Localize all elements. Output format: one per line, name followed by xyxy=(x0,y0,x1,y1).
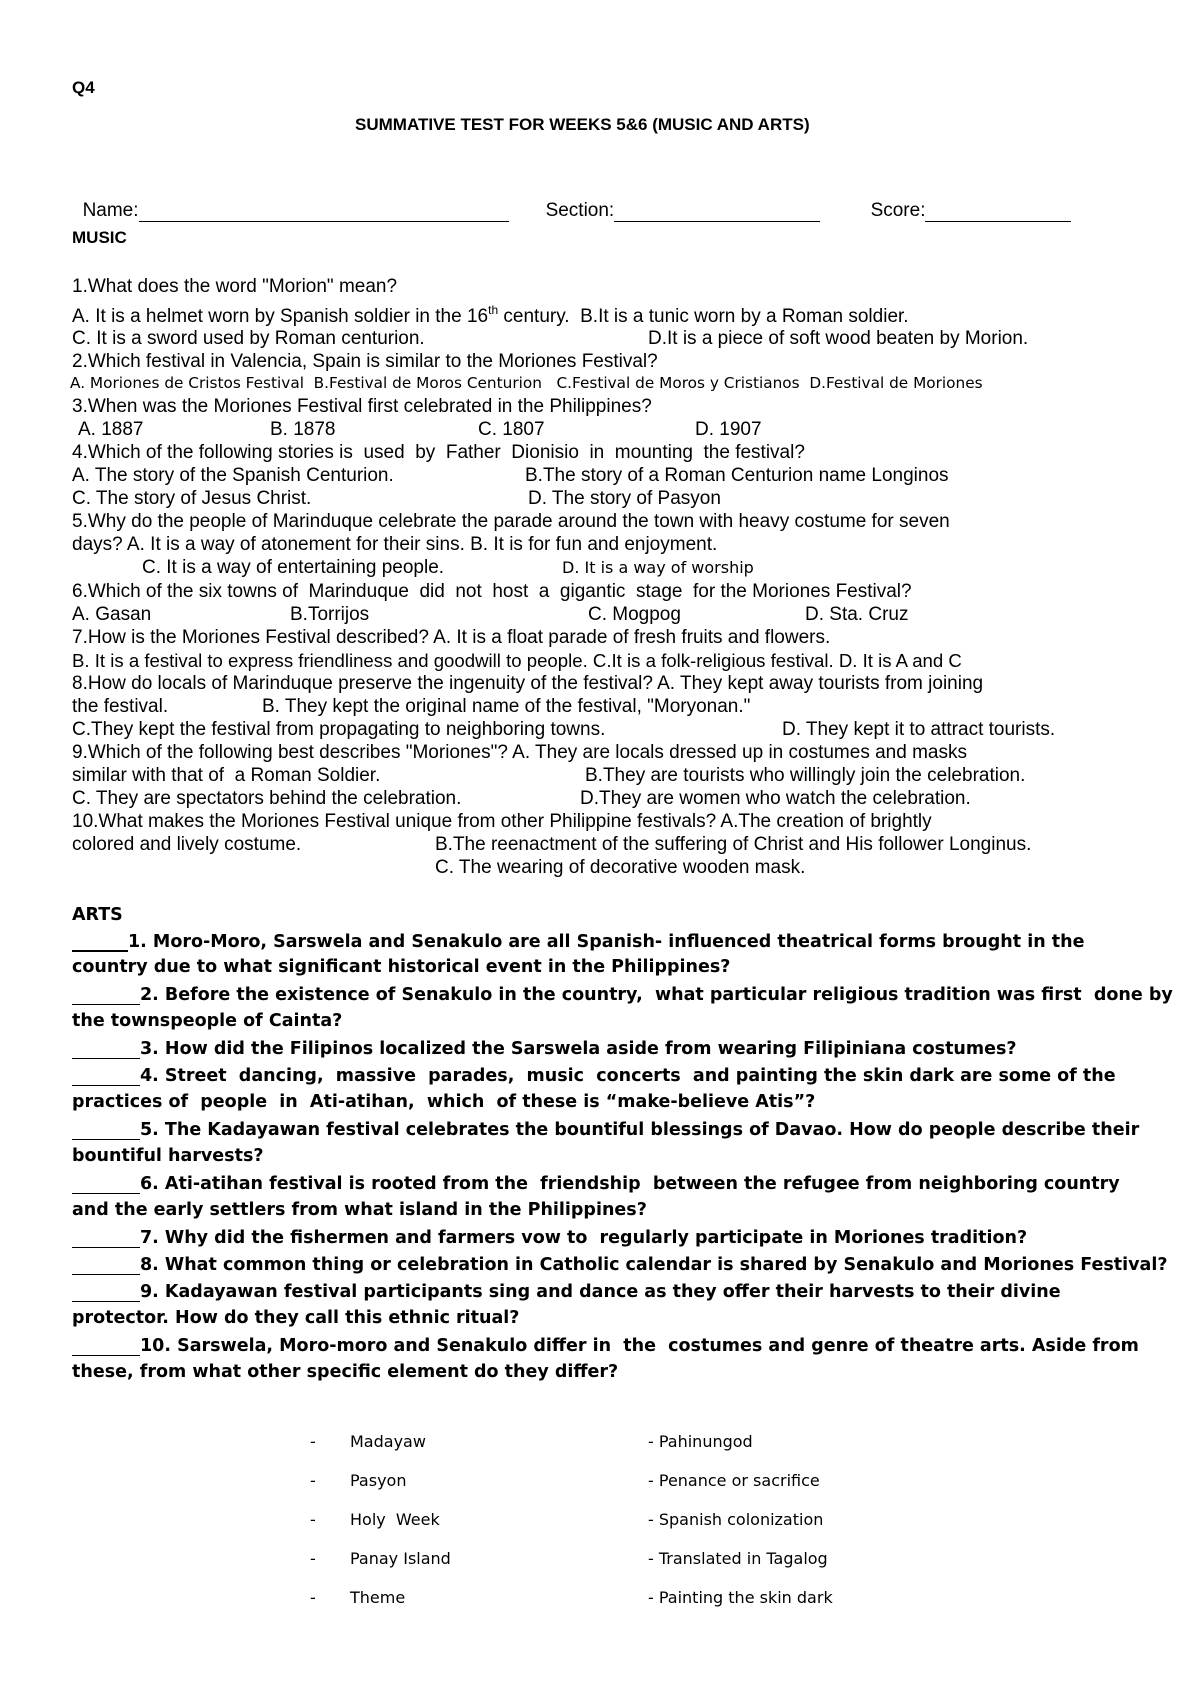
music-q4-option-d: D. The story of Pasyon xyxy=(528,488,721,509)
music-q8-option-b: B. They kept the original name of the festival, "Moryonan." xyxy=(262,696,751,717)
music-q3-option-b: B. 1878 xyxy=(270,419,336,440)
score-field[interactable] xyxy=(860,178,1071,222)
music-q9-option-c: C. They are spectators behind the celebration. xyxy=(72,788,462,809)
answer-blank[interactable] xyxy=(72,1335,140,1356)
arts-q5: 5. The Kadayawan festival celebrates the bountiful blessings of Davao. How do people describe their xyxy=(72,1119,1139,1140)
arts-heading: ARTS xyxy=(72,905,123,925)
arts-q5-cont: bountiful harvests? xyxy=(72,1146,264,1166)
score-blank[interactable] xyxy=(925,203,1071,222)
choice-bullet: - xyxy=(310,1432,316,1451)
choice-bullet: - xyxy=(310,1549,316,1568)
choice-left-1: Madayaw xyxy=(350,1432,426,1451)
arts-q2: 2. Before the existence of Senakulo in the country, what particular religious tradition was first done by xyxy=(72,984,1173,1005)
answer-blank[interactable] xyxy=(72,1254,140,1275)
music-q6-option-a: A. Gasan xyxy=(72,604,152,625)
arts-q6: 6. Ati-atihan festival is rooted from the friendship between the refugee from neighboring country xyxy=(72,1173,1120,1194)
arts-q1: 1. Moro-Moro, Sarswela and Senakulo are all Spanish- influenced theatrical forms brought in the xyxy=(72,930,1084,952)
music-q3-option-d: D. 1907 xyxy=(695,419,762,440)
choice-right-4: - Translated in Tagalog xyxy=(648,1549,828,1568)
music-q6-option-b: B.Torrijos xyxy=(290,604,370,625)
answer-blank[interactable] xyxy=(72,1119,140,1140)
arts-q9: 9. Kadayawan festival participants sing and dance as they offer their harvests to their divine xyxy=(72,1281,1061,1302)
answer-blank[interactable] xyxy=(72,1281,140,1302)
music-q8-option-d: D. They kept it to attract tourists. xyxy=(782,719,1056,740)
section-field[interactable] xyxy=(535,178,820,222)
music-q6-option-d: D. Sta. Cruz xyxy=(805,604,909,625)
music-q8: 8.How do locals of Marinduque preserve the ingenuity of the festival? A. They kept away tourists from joining xyxy=(72,673,984,694)
music-q1-option-c: C. It is a sword used by Roman centurion. xyxy=(72,328,425,349)
choice-left-4: Panay Island xyxy=(350,1549,451,1568)
music-q5-options-ab: days? A. It is a way of atonement for their sins. B. It is for fun and enjoyment. xyxy=(72,534,718,555)
music-q9-option-d: D.They are women who watch the celebration. xyxy=(580,788,971,809)
music-q6-option-c: C. Mogpog xyxy=(588,604,681,625)
music-q2-options: A. Moriones de Cristos Festival B.Festival de Moros Centurion C.Festival de Moros y Cristianos D.Festival de Moriones xyxy=(70,374,983,392)
name-field[interactable] xyxy=(72,178,509,222)
choice-left-2: Pasyon xyxy=(350,1471,407,1490)
music-q1-options-ab: A. It is a helmet worn by Spanish soldier in the 16th century. B.It is a tunic worn by a Roman soldier. xyxy=(72,303,909,327)
arts-q8: 8. What common thing or celebration in Catholic calendar is shared by Senakulo and Moriones Festival? xyxy=(72,1254,1167,1275)
answer-blank[interactable] xyxy=(72,1173,140,1194)
music-q10: 10.What makes the Moriones Festival unique from other Philippine festivals? A.The creation of brightly xyxy=(72,811,932,832)
music-q5: 5.Why do the people of Marinduque celebrate the parade around the town with heavy costume for seven xyxy=(72,511,950,532)
music-q10-option-b: B.The reenactment of the suffering of Christ and His follower Longinus. xyxy=(435,834,1032,855)
choice-right-3: - Spanish colonization xyxy=(648,1510,824,1529)
music-q4: 4.Which of the following stories is used by Father Dionisio in mounting the festival? xyxy=(72,442,805,463)
choice-bullet: - xyxy=(310,1588,316,1607)
arts-q9-cont: protector. How do they call this ethnic ritual? xyxy=(72,1308,520,1328)
music-q7: 7.How is the Moriones Festival described? A. It is a float parade of fresh fruits and flowers. xyxy=(72,627,831,648)
music-q4-option-b: B.The story of a Roman Centurion name Longinos xyxy=(525,465,949,486)
music-q8-option-a-cont: the festival. xyxy=(72,696,169,717)
quarter-label: Q4 xyxy=(72,78,95,97)
answer-blank[interactable] xyxy=(72,984,140,1005)
arts-q3: 3. How did the Filipinos localized the Sarswela aside from wearing Filipiniana costumes? xyxy=(72,1038,1017,1059)
arts-q2-cont: the townspeople of Cainta? xyxy=(72,1011,343,1031)
arts-q7: 7. Why did the fishermen and farmers vow to regularly participate in Moriones tradition? xyxy=(72,1227,1027,1248)
music-q6: 6.Which of the six towns of Marinduque did not host a gigantic stage for the Moriones Festival? xyxy=(72,581,912,602)
music-q4-option-a: A. The story of the Spanish Centurion. xyxy=(72,465,394,486)
answer-blank[interactable] xyxy=(72,930,128,952)
name-blank[interactable] xyxy=(139,203,509,222)
answer-blank[interactable] xyxy=(72,1065,140,1086)
page-title: SUMMATIVE TEST FOR WEEKS 5&6 (MUSIC AND ARTS) xyxy=(355,115,810,134)
section-blank[interactable] xyxy=(614,203,820,222)
arts-q4: 4. Street dancing, massive parades, music concerts and painting the skin dark are some of the xyxy=(72,1065,1116,1086)
arts-q1-cont: country due to what significant historical event in the Philippines? xyxy=(72,957,731,977)
music-heading: MUSIC xyxy=(72,228,127,247)
music-q10-option-a-cont: colored and lively costume. xyxy=(72,834,302,855)
choice-right-5: - Painting the skin dark xyxy=(648,1588,833,1607)
choice-left-3: Holy Week xyxy=(350,1510,440,1529)
score-label: Score: xyxy=(870,200,926,221)
music-q1: 1.What does the word "Morion" mean? xyxy=(72,276,398,297)
music-q10-option-c: C. The wearing of decorative wooden mask. xyxy=(435,857,806,878)
arts-q6-cont: and the early settlers from what island in the Philippines? xyxy=(72,1200,647,1220)
music-q3-option-a: A. 1887 xyxy=(78,419,144,440)
music-q3: 3.When was the Moriones Festival first celebrated in the Philippines? xyxy=(72,396,652,417)
section-label: Section: xyxy=(545,200,615,221)
music-q1-option-d: D.It is a piece of soft wood beaten by Morion. xyxy=(648,328,1029,349)
music-q9: 9.Which of the following best describes "Moriones"? A. They are locals dressed up in costumes and masks xyxy=(72,742,967,763)
choice-bullet: - xyxy=(310,1510,316,1529)
arts-q10: 10. Sarswela, Moro-moro and Senakulo differ in the costumes and genre of theatre arts. Aside from xyxy=(72,1335,1139,1356)
music-q4-option-c: C. The story of Jesus Christ. xyxy=(72,488,312,509)
name-label: Name: xyxy=(82,200,139,221)
arts-q10-cont: these, from what other specific element do they differ? xyxy=(72,1362,619,1382)
music-q8-option-c: C.They kept the festival from propagating to neighboring towns. xyxy=(72,719,606,740)
music-q2: 2.Which festival in Valencia, Spain is similar to the Moriones Festival? xyxy=(72,351,658,372)
music-q5-option-d: D. It is a way of worship xyxy=(562,558,754,577)
choice-right-2: - Penance or sacrifice xyxy=(648,1471,820,1490)
arts-q4-cont: practices of people in Ati-atihan, which of these is “make-believe Atis”? xyxy=(72,1092,816,1112)
music-q3-option-c: C. 1807 xyxy=(478,419,545,440)
answer-blank[interactable] xyxy=(72,1227,140,1248)
answer-blank[interactable] xyxy=(72,1038,140,1059)
choice-right-1: - Pahinungod xyxy=(648,1432,753,1451)
music-q9-option-a-cont: similar with that of a Roman Soldier. xyxy=(72,765,381,786)
choice-left-5: Theme xyxy=(350,1588,406,1607)
choice-bullet: - xyxy=(310,1471,316,1490)
music-q5-option-c: C. It is a way of entertaining people. xyxy=(142,557,445,578)
music-q9-option-b: B.They are tourists who willingly join the celebration. xyxy=(585,765,1026,786)
music-q7-options: B. It is a festival to express friendliness and goodwill to people. C.It is a folk-religious festival. D. It is A and C xyxy=(72,650,962,671)
